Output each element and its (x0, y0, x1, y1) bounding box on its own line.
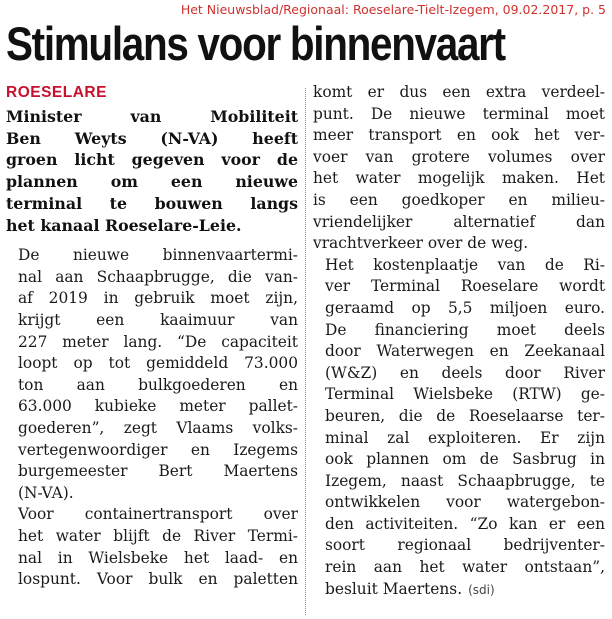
text-line: den activiteiten. “Zo kan er een (325, 514, 605, 533)
text-line: 227 meter lang. “De capaciteit (18, 332, 298, 351)
text-line: beuren, die de Roeselaarse ter- (325, 406, 605, 425)
lead-line: terminal te bouwen langs (6, 193, 298, 213)
lead-line: het kanaal Roeselare-Leie. (6, 215, 242, 235)
author-credit: (sdi) (468, 582, 495, 597)
location-label: ROESELARE (6, 84, 107, 101)
text-line: 63.000 kubieke meter pallet- (18, 397, 298, 416)
text-line-content: besluit Maertens. (325, 579, 463, 598)
text-line: vriendelijker alternatief dan (313, 212, 605, 231)
text-line: goederen”, zegt Vlaams volks- (18, 418, 298, 437)
text-line: komt er dus een extra verdeel- (313, 83, 605, 101)
text-line: meer transport en ook het ver- (313, 126, 605, 145)
text-line: geraamd op 5,5 miljoen euro. (325, 298, 605, 317)
text-line: punt. De nieuwe terminal moet (313, 104, 605, 123)
body-paragraph (6, 504, 298, 590)
text-line: minal zal exploiteren. Er zijn (325, 428, 605, 447)
text-line: nal aan Schaapbrugge, die van- (18, 267, 298, 286)
text-line: De financiering moet deels (325, 320, 605, 339)
text-line: voer van grotere volumes over (313, 147, 605, 166)
text-line: Terminal Wielsbeke (RTW) ge- (325, 385, 605, 404)
body-paragraph (6, 245, 298, 504)
text-line (313, 579, 605, 602)
lead-line: groen licht gegeven voor de (6, 150, 298, 170)
text-line: ver Terminal Roeselare wordt (325, 277, 605, 296)
text-line: af 2019 in gebruik moet zijn, (18, 289, 298, 308)
headline: Stimulans voor binnenvaart (6, 17, 505, 70)
text-line: (N-VA). (18, 483, 74, 502)
text-line: het water mogelijk maken. Het (313, 169, 605, 188)
source-line: Het Nieuwsblad/Regionaal: Roeselare-Tielt-Izegem, 09.02.2017, p. 5 (180, 2, 606, 17)
text-line: Voor containertransport over (18, 505, 298, 524)
lead-line: plannen om een nieuwe (6, 172, 298, 192)
text-line: (W&Z) en deels door River (325, 363, 605, 382)
text-line: ton aan bulkgoederen en (18, 375, 298, 394)
text-line: krijgt een kaaimuur van (18, 311, 298, 329)
lead-paragraph (6, 106, 298, 236)
text-line: rein aan het water ontstaan”, (325, 558, 605, 577)
body-paragraph (313, 82, 605, 255)
text-line: vertegenwoordiger en Izegems (18, 440, 298, 459)
text-line: door Waterwegen en Zeekanaal (325, 342, 605, 361)
text-line: lospunt. Voor bulk en paletten (18, 570, 298, 589)
lead-line: Minister van Mobiliteit (6, 107, 298, 126)
text-line: Izegem, naast Schaapbrugge, te (325, 471, 605, 490)
lead-line: Ben Weyts (N-VA) heeft (6, 128, 298, 148)
text-line: nal in Wielsbeke het laad- en (18, 548, 298, 567)
left-column (6, 82, 298, 591)
text-line: ook plannen om de Sasbrug in (325, 450, 605, 469)
text-line: burgemeester Bert Maertens (18, 462, 298, 481)
right-column (313, 82, 605, 601)
text-line: Het kostenplaatje van de Ri- (325, 255, 605, 274)
text-line: ontwikkelen voor watergebon- (325, 493, 605, 512)
text-line: vrachtverkeer over de weg. (313, 234, 529, 253)
text-line: is een goedkoper en milieu- (313, 190, 605, 209)
text-line: het water blijft de River Termi- (18, 526, 298, 545)
body-paragraph (313, 255, 605, 602)
text-line: loopt op tot gemiddeld 73.000 (18, 354, 298, 373)
text-line: De nieuwe binnenvaartermi- (18, 246, 298, 265)
text-line: soort regionaal bedrijventer- (325, 536, 605, 555)
column-divider (305, 88, 306, 615)
